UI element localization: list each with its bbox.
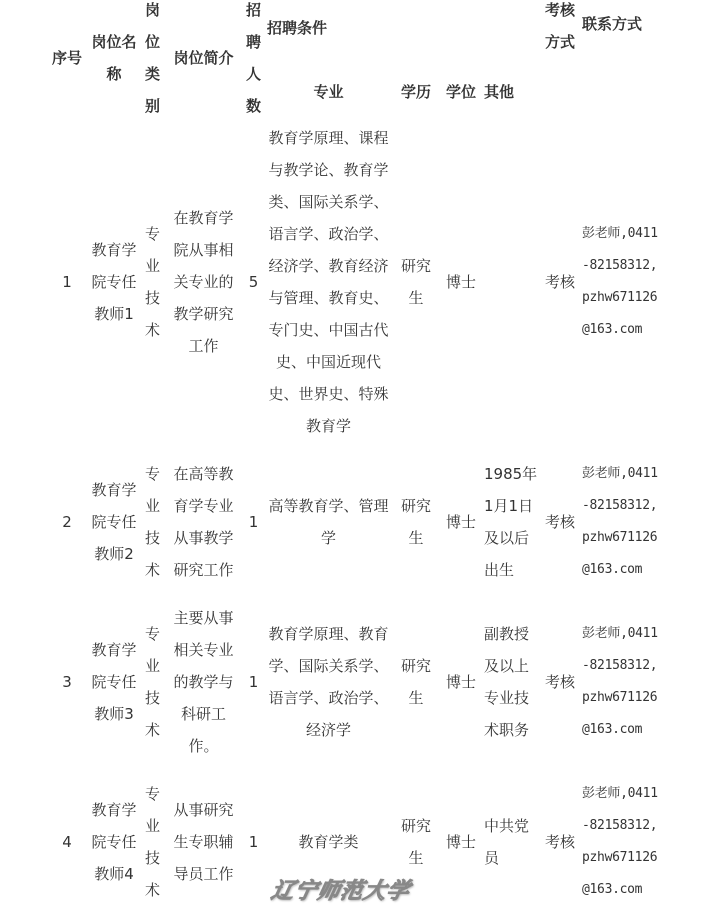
cell-seq: 4 [62, 833, 72, 851]
cell-name: 教育学院专任教师1 [91, 241, 137, 323]
cell-count: 5 [248, 273, 259, 291]
table-row [46, 442, 660, 602]
cell-education: 研究生 [400, 657, 431, 707]
cell-assess: 考核 [544, 833, 575, 851]
header-type: 岗位类别 [144, 1, 160, 115]
cell-other [482, 122, 540, 442]
header-seq: 序号 [51, 49, 82, 67]
cell-name: 教育学院专任教师3 [91, 641, 137, 723]
cell-contact: 彭老师,0411-82158312,pzhw671126@163.com [582, 626, 658, 737]
cell-degree: 博士 [445, 673, 476, 691]
cell-name: 教育学院专任教师4 [91, 801, 137, 883]
header-contact: 联系方式 [582, 15, 643, 33]
cell-assess: 考核 [544, 673, 575, 691]
cell-other: 1985年1月1日及以后出生 [484, 465, 538, 579]
header-other: 其他 [484, 82, 515, 101]
cell-count: 1 [248, 513, 259, 531]
cell-seq: 2 [62, 513, 72, 531]
cell-other: 副教授及以上专业技术职务 [484, 625, 530, 739]
cell-contact: 彭老师,0411-82158312,pzhw671126@163.com [582, 786, 658, 897]
cell-type: 专业技术 [144, 785, 160, 899]
cell-intro: 在高等教育学专业从事教学研究工作 [173, 465, 234, 579]
header-major: 专业 [313, 82, 344, 101]
cell-seq: 1 [62, 273, 72, 291]
header-row [46, 0, 660, 61]
table-row [46, 122, 660, 442]
cell-major: 高等教育学、管理学 [268, 497, 389, 547]
cell-degree: 博士 [445, 273, 476, 291]
cell-assess: 考核 [544, 513, 575, 531]
cell-intro: 主要从事相关专业的教学与科研工作。 [173, 609, 234, 755]
cell-intro: 从事研究生专职辅导员工作 [173, 801, 234, 883]
header-count: 招聘人数 [245, 1, 261, 115]
table-row [46, 602, 660, 762]
header-education: 学历 [400, 82, 431, 101]
cell-count: 1 [248, 833, 259, 851]
cell-major: 教育学原理、教育学、国际关系学、语言学、政治学、经济学 [268, 625, 389, 739]
header-name: 岗位名称 [91, 33, 137, 83]
cell-education: 研究生 [400, 817, 431, 867]
cell-type: 专业技术 [144, 465, 160, 579]
cell-seq: 3 [62, 673, 72, 691]
cell-type: 专业技术 [144, 225, 160, 339]
cell-education: 研究生 [400, 257, 431, 307]
cell-education: 研究生 [400, 497, 431, 547]
cell-contact: 彭老师,0411-82158312,pzhw671126@163.com [582, 226, 658, 337]
cell-degree: 博士 [445, 833, 476, 851]
header-conditions: 招聘条件 [267, 18, 328, 37]
watermark-logo: 辽宁师范大学 [268, 879, 413, 904]
cell-intro: 在教育学院从事相关专业的教学研究工作 [173, 209, 234, 355]
cell-other: 中共党员 [484, 817, 530, 867]
cell-degree: 博士 [445, 513, 476, 531]
header-assess: 考核方式 [544, 1, 575, 51]
cell-count: 1 [248, 673, 259, 691]
cell-contact: 彭老师,0411-82158312,pzhw671126@163.com [582, 466, 658, 577]
cell-name: 教育学院专任教师2 [91, 481, 137, 563]
cell-major: 教育学原理、课程与教学论、教育学类、国际关系学、语言学、政治学、经济学、教育经济与管理、教育史、专门史、中国古代史、中国近现代史、世界史、特殊教育学 [268, 129, 389, 435]
recruitment-table [46, 0, 660, 922]
header-intro: 岗位简介 [173, 49, 234, 67]
cell-major: 教育学类 [298, 833, 359, 851]
header-degree: 学位 [445, 82, 476, 101]
cell-assess: 考核 [544, 273, 575, 291]
cell-type: 专业技术 [144, 625, 160, 739]
